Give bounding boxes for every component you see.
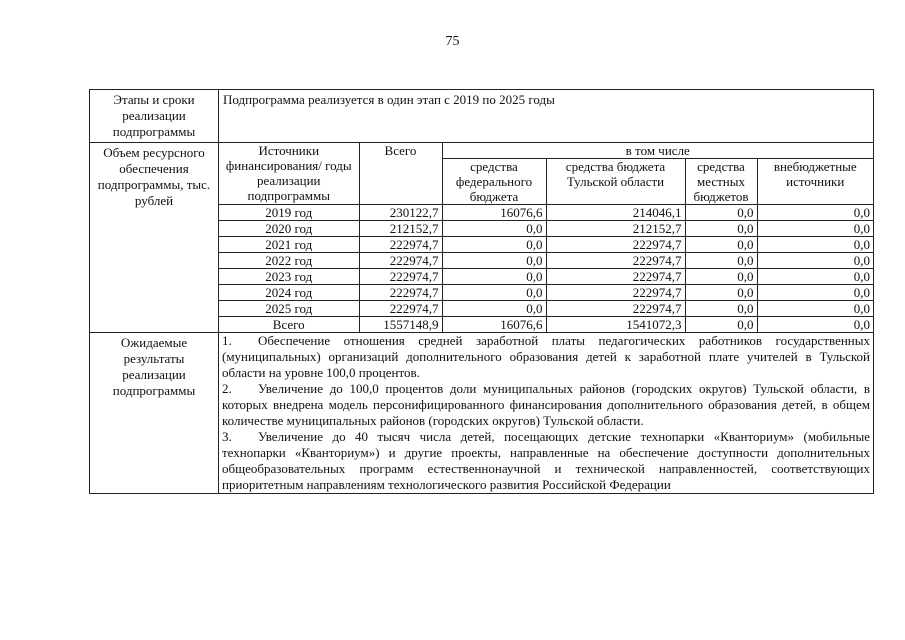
results-label: Ожидаемые результаты реализации подпрограммы xyxy=(90,333,219,494)
row-total: 222974,7 xyxy=(359,301,442,317)
result-text: Обеспечение отношения средней заработной платы педагогических работников государственных (муниципальных) организаций дополнительного образования детей к заработной плате учителей в Тульской области на уровне 100,0 процентов. xyxy=(222,333,870,380)
row-extra: 0,0 xyxy=(757,221,873,237)
passport-table xyxy=(89,89,874,494)
row-extra: 0,0 xyxy=(757,237,873,253)
header-total: Всего xyxy=(359,143,442,205)
row-total: 230122,7 xyxy=(359,205,442,221)
row-federal: 0,0 xyxy=(442,285,546,301)
row-regional: 222974,7 xyxy=(546,301,685,317)
row-local: 0,0 xyxy=(685,301,757,317)
row-regional: 222974,7 xyxy=(546,285,685,301)
row-extra: 0,0 xyxy=(757,317,873,333)
row-total: 222974,7 xyxy=(359,253,442,269)
row-federal: 0,0 xyxy=(442,301,546,317)
row-year: 2023 год xyxy=(219,269,359,285)
resources-row xyxy=(90,143,874,333)
table-row xyxy=(219,205,873,221)
header-including: в том числе xyxy=(442,143,873,159)
table-row xyxy=(219,301,873,317)
page-number: 75 xyxy=(445,34,460,49)
table-row xyxy=(219,253,873,269)
row-local: 0,0 xyxy=(685,285,757,301)
row-extra: 0,0 xyxy=(757,253,873,269)
row-federal: 0,0 xyxy=(442,269,546,285)
row-year: Всего xyxy=(219,317,359,333)
financing-header-row xyxy=(219,143,873,159)
row-federal: 16076,6 xyxy=(442,317,546,333)
header-local: средства местных бюджетов xyxy=(685,159,757,205)
results-row xyxy=(90,333,874,494)
resources-cell xyxy=(219,143,874,333)
row-federal: 0,0 xyxy=(442,253,546,269)
row-local: 0,0 xyxy=(685,253,757,269)
results-text xyxy=(219,333,874,494)
row-extra: 0,0 xyxy=(757,269,873,285)
row-total: 212152,7 xyxy=(359,221,442,237)
header-source: Источники финансирования/ годы реализации подпрограммы xyxy=(219,143,359,205)
header-extra: внебюджетные источники xyxy=(757,159,873,205)
row-regional: 222974,7 xyxy=(546,253,685,269)
result-number: 3. xyxy=(222,429,232,444)
row-total: 222974,7 xyxy=(359,269,442,285)
stages-label: Этапы и сроки реализации подпрограммы xyxy=(90,90,219,143)
table-row xyxy=(219,285,873,301)
row-regional: 214046,1 xyxy=(546,205,685,221)
stages-text: Подпрограмма реализуется в один этап с 2019 по 2025 годы xyxy=(219,90,874,143)
resources-label: Объем ресурсного обеспечения подпрограммы, тыс. рублей xyxy=(90,143,219,333)
table-row xyxy=(219,269,873,285)
row-federal: 16076,6 xyxy=(442,205,546,221)
row-total: 222974,7 xyxy=(359,237,442,253)
row-federal: 0,0 xyxy=(442,237,546,253)
row-year: 2025 год xyxy=(219,301,359,317)
result-item-2 xyxy=(222,381,870,429)
row-year: 2019 год xyxy=(219,205,359,221)
row-year: 2024 год xyxy=(219,285,359,301)
row-local: 0,0 xyxy=(685,205,757,221)
result-text: Увеличение до 100,0 процентов доли муниципальных районов (городских округов) Тульской области, в которых внедрена модель персонифицированного финансирования дополнительного образования детей, в общем количестве муниципальных районов (городских округов) Тульской области. xyxy=(222,381,870,428)
table-row xyxy=(219,237,873,253)
row-total: 1557148,9 xyxy=(359,317,442,333)
financing-table xyxy=(219,143,873,332)
row-federal: 0,0 xyxy=(442,221,546,237)
result-text: Увеличение до 40 тысяч числа детей, посещающих детские технопарки «Кванториум» (мобильные технопарки «Кванториум») и другие проекты, направленные на обеспечение доступности дополнительных общеобразовательных программ естественнонаучной и технической направленностей, соответствующих приоритетным направлениям технологического развития Российской Федерации xyxy=(222,429,870,492)
row-year: 2022 год xyxy=(219,253,359,269)
row-regional: 222974,7 xyxy=(546,269,685,285)
stages-row xyxy=(90,90,874,143)
row-year: 2020 год xyxy=(219,221,359,237)
row-year: 2021 год xyxy=(219,237,359,253)
result-item-3 xyxy=(222,429,870,493)
row-regional: 1541072,3 xyxy=(546,317,685,333)
table-row xyxy=(219,221,873,237)
header-regional: средства бюджета Тульской области xyxy=(546,159,685,205)
row-total: 222974,7 xyxy=(359,285,442,301)
row-local: 0,0 xyxy=(685,221,757,237)
result-item-1 xyxy=(222,333,870,381)
result-number: 1. xyxy=(222,333,232,348)
table-row-total xyxy=(219,317,873,333)
row-local: 0,0 xyxy=(685,317,757,333)
header-federal: средства федерального бюджета xyxy=(442,159,546,205)
row-extra: 0,0 xyxy=(757,301,873,317)
row-regional: 212152,7 xyxy=(546,221,685,237)
row-extra: 0,0 xyxy=(757,285,873,301)
result-number: 2. xyxy=(222,381,232,396)
row-extra: 0,0 xyxy=(757,205,873,221)
row-local: 0,0 xyxy=(685,237,757,253)
row-local: 0,0 xyxy=(685,269,757,285)
row-regional: 222974,7 xyxy=(546,237,685,253)
